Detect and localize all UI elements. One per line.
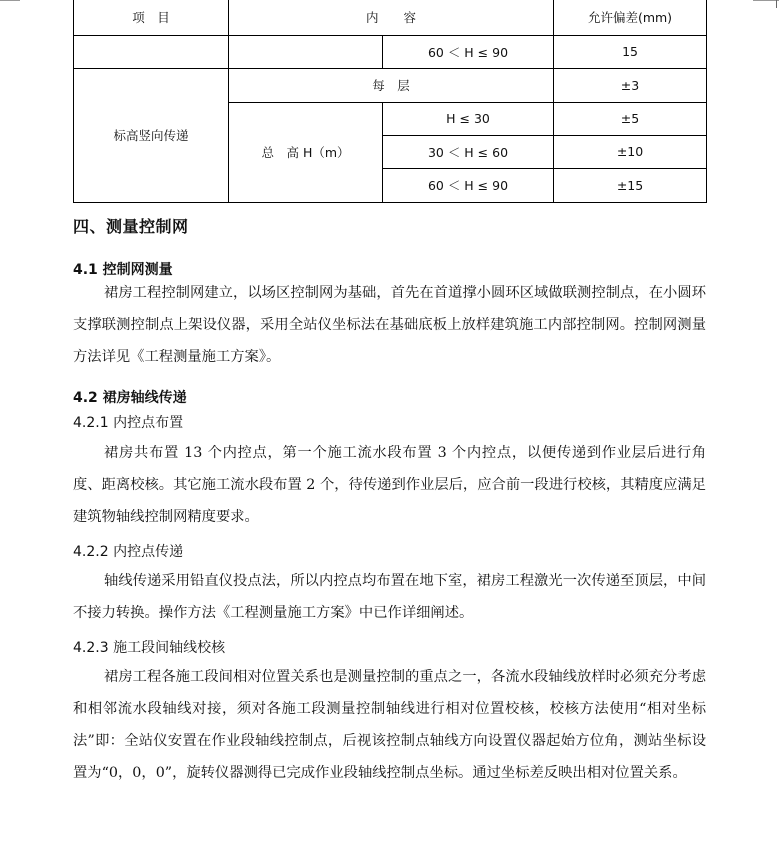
section-heading: 四、测量控制网	[73, 217, 189, 236]
subsection-heading-4-2-2: 4.2.2 内控点传递	[73, 544, 184, 560]
table-row	[74, 68, 707, 102]
table-cell-range: H ≤ 30	[383, 102, 554, 135]
table-cell-value: 15	[554, 35, 707, 68]
table-cell-range: 60 ＜ H ≤ 90	[383, 35, 554, 68]
subsection-heading-4-1: 4.1 控制网测量	[73, 262, 173, 278]
paragraph-4-1: 裙房工程控制网建立，以场区控制网为基础，首先在首道撑小圆环区域做联测控制点，在小圆环支撑联测控制点上架设仪器，采用全站仪坐标法在基础底板上放样建筑施工内部控制网。控制网测量方法详见《工程测量施工方案》。	[73, 285, 706, 365]
table-cell-per-floor: 每 层	[229, 68, 554, 102]
header-tolerance: 允许偏差(mm)	[554, 0, 707, 35]
table-total-height-label: 总 高 H（m）	[229, 102, 383, 202]
paragraph-4-2-3: 裙房工程各施工段间相对位置关系也是测量控制的重点之一，各流水段轴线放样时必须充分考虑和相邻流水段轴线对接，须对各施工段测量控制轴线进行相对位置校核，校核方法使用“相对坐标法”即：全站仪安置在作业段轴线控制点，后视该控制点轴线方向设置仪器起始方位角，测站坐标设置为“0，0，0”，旋转仪器测得已完成作业段轴线控制点坐标。通过坐标差反映出相对位置关系。	[73, 669, 706, 781]
table-cell-empty	[229, 35, 383, 68]
tolerance-table	[73, 0, 707, 203]
subsection-heading-4-2-1: 4.2.1 内控点布置	[73, 415, 184, 431]
table-cell-value: ±5	[554, 102, 707, 135]
table-group-label: 标高竖向传递	[74, 68, 229, 202]
page-edge-mark	[776, 0, 777, 8]
table-cell-empty	[74, 35, 229, 68]
table-cell-value: ±15	[554, 168, 707, 202]
subsection-heading-4-2-3: 4.2.3 施工段间轴线校核	[73, 640, 226, 656]
paragraph-4-2-2: 轴线传递采用铅直仪投点法，所以内控点均布置在地下室，裙房工程激光一次传递至顶层，中间不接力转换。操作方法《工程测量施工方案》中已作详细阐述。	[73, 573, 706, 621]
table-cell-range: 60 ＜ H ≤ 90	[383, 168, 554, 202]
table-cell-range: 30 ＜ H ≤ 60	[383, 135, 554, 168]
table-cell-value: ±10	[554, 135, 707, 168]
paragraph-4-2-1: 裙房共布置 13 个内控点，第一个施工流水段布置 3 个内控点，以便传递到作业层后进行角度、距离校核。其它施工流水段布置 2 个，待传递到作业层后，应合前一段进行校核，其精度应满足建筑物轴线控制网精度要求。	[73, 445, 706, 525]
header-content: 内 容	[229, 0, 554, 35]
table-cell-value: ±3	[554, 68, 707, 102]
header-item: 项 目	[74, 0, 229, 35]
subsection-heading-4-2: 4.2 裙房轴线传递	[73, 390, 187, 406]
table-header-row	[74, 0, 707, 35]
table-row	[74, 35, 707, 68]
header-rule-left	[0, 0, 20, 1]
